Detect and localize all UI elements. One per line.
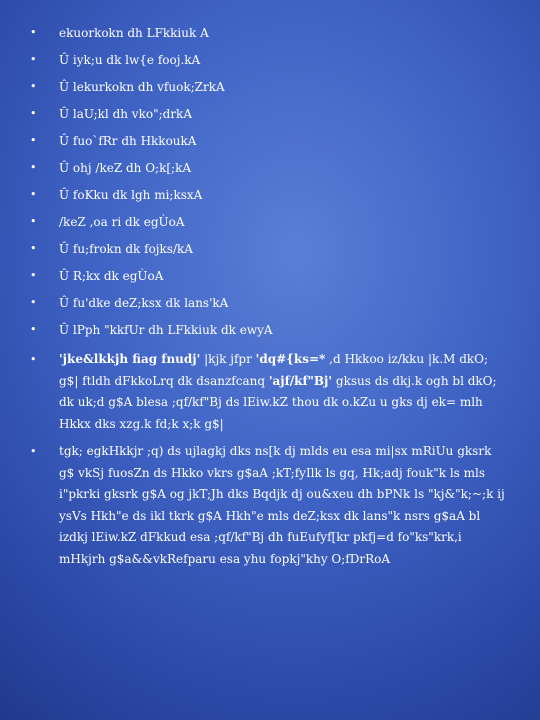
paragraph-text: ,d Hkkoo iz/kku |k.M dkO; g$| ftldh dFkkoLrq dk dsanzfcanq [59, 352, 489, 388]
bullet-paragraph [30, 441, 510, 570]
bullet-dot-icon: • [30, 269, 37, 282]
bullet-dot-icon: • [30, 26, 37, 39]
bullet-dot-icon: • [30, 188, 37, 201]
bullet-dot-icon: • [30, 107, 37, 120]
bullet-item [30, 160, 510, 176]
bullet-text: /keZ ,oa ri dk egÙoA [59, 215, 185, 229]
bullet-text: Û lekurkokn dh vfuok;ZrkA [59, 80, 225, 94]
bullet-dot-icon: • [30, 134, 37, 147]
bullet-text: Û lPph "kkfUr dh LFkkiuk dk ewyA [59, 323, 273, 337]
bullet-dot-icon: • [30, 445, 37, 458]
bullet-text: Û fu;frokn dk fojks/kA [59, 242, 193, 256]
bullet-item [30, 79, 510, 95]
bullet-item [30, 295, 510, 311]
bullet-item [30, 268, 510, 284]
bullet-item [30, 187, 510, 203]
bullet-item [30, 133, 510, 149]
bullet-dot-icon: • [30, 323, 37, 336]
bullet-item [30, 25, 510, 41]
bullet-dot-icon: • [30, 161, 37, 174]
bullet-text: Û laU;kl dh vko";drkA [59, 107, 192, 121]
bullet-item [30, 241, 510, 257]
bullet-text: Û R;kx dk egÙoA [59, 269, 164, 283]
bullet-text: Û iyk;u dk lw{e fooj.kA [59, 53, 201, 67]
bullet-item [30, 214, 510, 230]
bullet-dot-icon: • [30, 215, 37, 228]
bold-name: 'ajf/kf"Bj' [268, 373, 333, 388]
bullet-item [30, 322, 510, 338]
bullet-dot-icon: • [30, 53, 37, 66]
bullet-text: Û foKku dk lgh mi;ksxA [59, 188, 203, 202]
bullet-text: Û ohj /keZ dh O;k[;kA [59, 161, 192, 175]
bullet-item [30, 52, 510, 68]
bullet-dot-icon: • [30, 296, 37, 309]
bold-title: 'dq#{ks=* [255, 352, 326, 366]
bullet-dot-icon: • [30, 80, 37, 93]
paragraph-text: tgk; egkHkkjr ;q) ds ujlagkj dks ns[k dj mlds eu esa mi|sx mRiUu gksrk g$ vkSj fuosZn ds Hkko vkrs g$aA ;kT;fyIlk ls gq, Hk;adj fouk"k ls mls i"pkrki gksrk g$A og jkT;Jh dks Bqdjk dj ou&xeu dh bPNk ls "kj&"k;~;k ij ysVs Hkh"e ds ikl tkrk g$A Hkh"e mls deZ;ksx dk lans"k nsrs g$aA bl izdkj lEiw.kZ dFkkud esa ;qf/kf"Bj dh fuEufyf[kr pkfj=d fo"ks"krk,i mHkjrh g$a&&vkRefparu esa yhu fopkj"khy O;fDrRoA [59, 444, 505, 566]
bullet-text: ekuorkokn dh LFkkiuk A [59, 26, 209, 40]
bullet-list [30, 25, 510, 576]
bullet-paragraph [30, 349, 510, 435]
bullet-text: Û fu'dke deZ;ksx dk lans'kA [59, 296, 229, 310]
paragraph-text: |kjk jfpr [200, 352, 256, 366]
bullet-item [30, 106, 510, 122]
bullet-dot-icon: • [30, 353, 37, 366]
bullet-text: Û fuo`fRr dh HkkoukA [59, 134, 197, 148]
paragraph-text: gksus ds dkj.k ogh bl dkO; dk uk;d g$A blesa ;qf/kf"Bj ds lEiw.kZ thou dk o.kZu u gks dj ek= mlh Hkkx dks xzg.k fd;k x;k g$| [59, 373, 497, 431]
bullet-dot-icon: • [30, 242, 37, 255]
bold-title: 'jke&lkkjh fiag fnudj' [59, 352, 201, 366]
